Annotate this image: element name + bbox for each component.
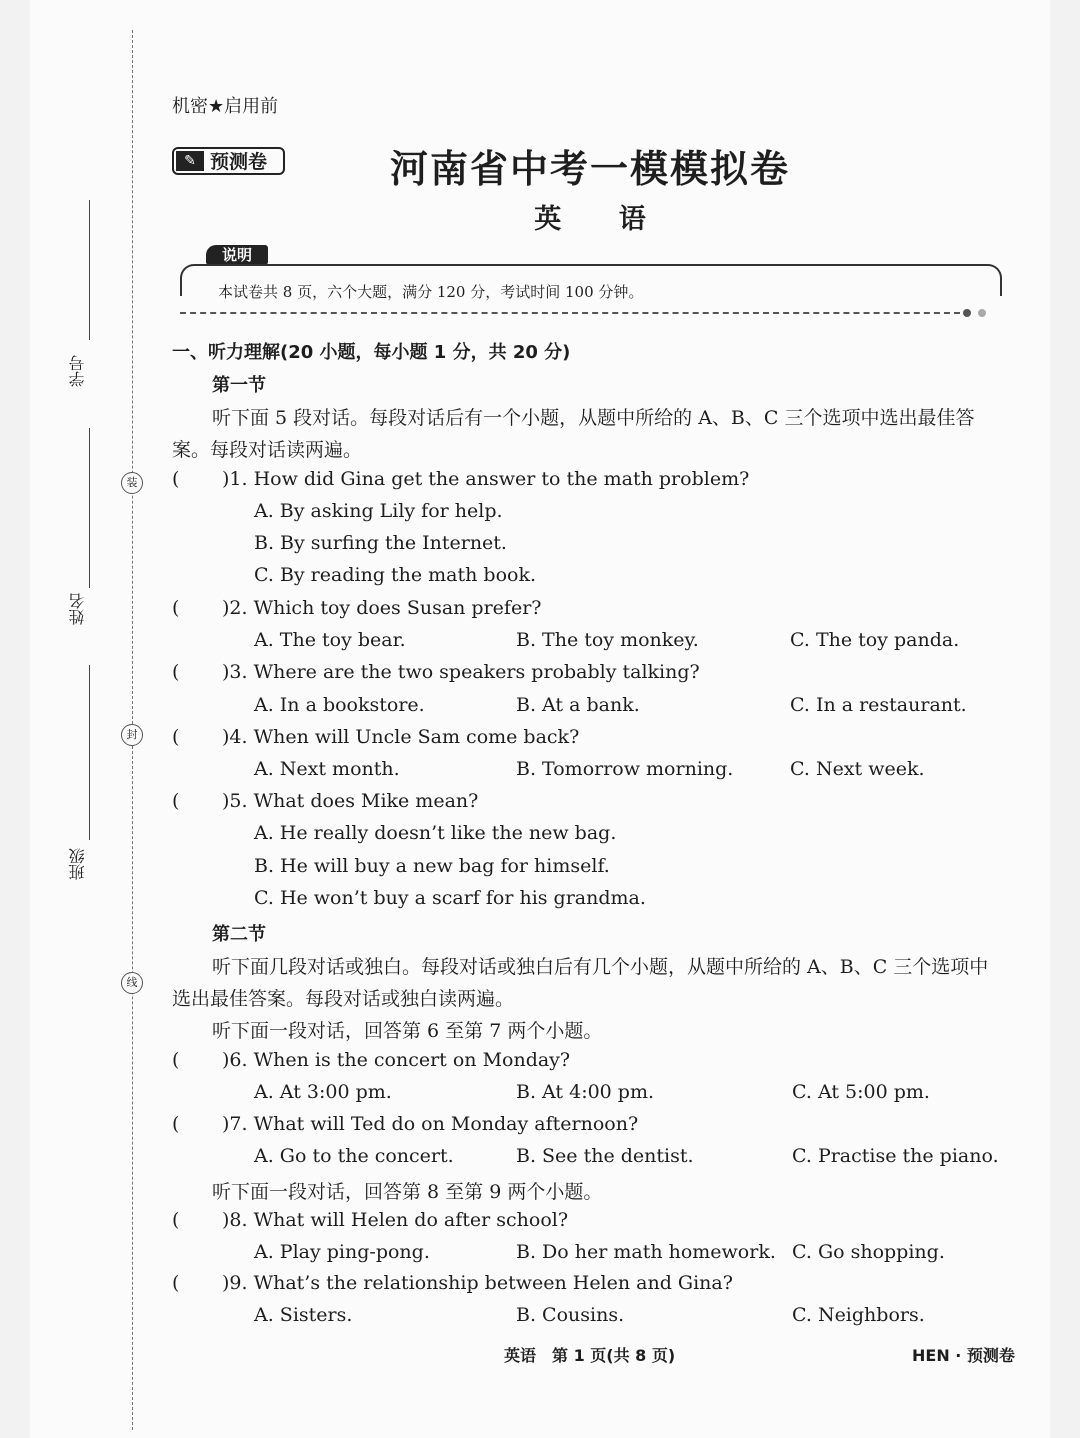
- answer-bracket[interactable]: (: [172, 468, 180, 490]
- cut-mark-feng: 封: [121, 724, 143, 746]
- option-c: C. In a restaurant.: [790, 694, 967, 716]
- dashed-divider: [180, 312, 960, 314]
- divider-dot: [978, 309, 986, 317]
- name-label: 姓名: [68, 593, 87, 625]
- part2-instructions-line1: 听下面几段对话或独白。每段对话或独白后有几个小题，从题中所给的 A、B、C 三个选项中: [212, 956, 989, 978]
- dialogue-group-8-9: 听下面一段对话，回答第 8 至第 9 两个小题。: [212, 1181, 603, 1203]
- option-b: B. By surfing the Internet.: [254, 532, 507, 554]
- option-a: A. In a bookstore.: [254, 694, 425, 716]
- option-b: B. The toy monkey.: [516, 629, 699, 651]
- note-tab-label: 说明: [221, 246, 252, 264]
- option-b: B. Cousins.: [516, 1304, 625, 1326]
- option-b: B. See the dentist.: [516, 1145, 694, 1167]
- note-text: 本试卷共 8 页，六个大题，满分 120 分，考试时间 100 分钟。: [218, 283, 644, 301]
- question-stem: )1. How did Gina get the answer to the math problem?: [222, 468, 750, 490]
- option-b: B. Tomorrow morning.: [516, 758, 734, 780]
- option-c: C. He won’t buy a scarf for his grandma.: [254, 887, 646, 909]
- page-number: 英语 第 1 页(共 8 页): [504, 1346, 676, 1365]
- question-stem: )2. Which toy does Susan prefer?: [222, 597, 542, 619]
- cut-mark-zhuang: 装: [121, 472, 143, 494]
- option-b: B. He will buy a new bag for himself.: [254, 855, 610, 877]
- part1-instructions-line1: 听下面 5 段对话。每段对话后有一个小题，从题中所给的 A、B、C 三个选项中选出最佳答: [212, 407, 975, 429]
- option-c: C. The toy panda.: [790, 629, 960, 651]
- divider-dot: [963, 309, 971, 317]
- section-heading: 一、听力理解(20 小题，每小题 1 分，共 20 分): [172, 342, 571, 363]
- option-a: A. Play ping-pong.: [254, 1241, 430, 1263]
- confidential-label: 机密★启用前: [172, 96, 279, 117]
- badge-label: 预测卷: [210, 151, 268, 173]
- answer-bracket[interactable]: (: [172, 1049, 180, 1071]
- note-tab: [206, 245, 268, 265]
- part2-instructions-line2: 选出最佳答案。每段对话或独白读两遍。: [172, 988, 515, 1010]
- option-c: C. At 5:00 pm.: [792, 1081, 930, 1103]
- answer-bracket[interactable]: (: [172, 661, 180, 683]
- option-c: C. By reading the math book.: [254, 564, 537, 586]
- option-b: B. Do her math homework.: [516, 1241, 776, 1263]
- answer-bracket[interactable]: (: [172, 726, 180, 748]
- question-stem: )4. When will Uncle Sam come back?: [222, 726, 580, 748]
- option-c: C. Neighbors.: [792, 1304, 925, 1326]
- option-a: A. He really doesn’t like the new bag.: [254, 822, 617, 844]
- question-stem: )8. What will Helen do after school?: [222, 1209, 569, 1231]
- question-stem: )9. What’s the relationship between Helen and Gina?: [222, 1272, 733, 1294]
- option-c: C. Go shopping.: [792, 1241, 945, 1263]
- option-a: A. By asking Lily for help.: [254, 500, 503, 522]
- option-a: A. Next month.: [254, 758, 400, 780]
- dialogue-group-6-7: 听下面一段对话，回答第 6 至第 7 两个小题。: [212, 1020, 603, 1042]
- question-stem: )3. Where are the two speakers probably talking?: [222, 661, 700, 683]
- name-rule: [89, 428, 90, 588]
- question-stem: )7. What will Ted do on Monday afternoon?: [222, 1113, 639, 1135]
- answer-bracket[interactable]: (: [172, 1209, 180, 1231]
- option-a: A. Go to the concert.: [254, 1145, 454, 1167]
- option-c: C. Practise the piano.: [792, 1145, 999, 1167]
- question-stem: )6. When is the concert on Monday?: [222, 1049, 571, 1071]
- option-c: C. Next week.: [790, 758, 925, 780]
- option-a: A. Sisters.: [254, 1304, 353, 1326]
- question-stem: )5. What does Mike mean?: [222, 790, 479, 812]
- option-b: B. At a bank.: [516, 694, 640, 716]
- part2-title: 第二节: [212, 924, 266, 945]
- answer-bracket[interactable]: (: [172, 1113, 180, 1135]
- class-rule: [89, 665, 90, 840]
- option-b: B. At 4:00 pm.: [516, 1081, 655, 1103]
- option-a: A. At 3:00 pm.: [254, 1081, 392, 1103]
- answer-bracket[interactable]: (: [172, 1272, 180, 1294]
- cut-mark-xian: 线: [121, 972, 143, 994]
- answer-bracket[interactable]: (: [172, 597, 180, 619]
- exam-title: 河南省中考一模模拟卷: [389, 147, 790, 191]
- pen-icon: ✎: [176, 151, 204, 171]
- option-a: A. The toy bear.: [254, 629, 406, 651]
- part1-title: 第一节: [212, 375, 266, 396]
- part1-instructions-line2: 案。每段对话读两遍。: [172, 439, 363, 461]
- answer-bracket[interactable]: (: [172, 790, 180, 812]
- paper-code: HEN · 预测卷: [912, 1346, 1015, 1365]
- class-label: 班级: [68, 848, 87, 880]
- subject-title: 英 语: [534, 204, 646, 235]
- student-id-label: 学号: [68, 355, 87, 387]
